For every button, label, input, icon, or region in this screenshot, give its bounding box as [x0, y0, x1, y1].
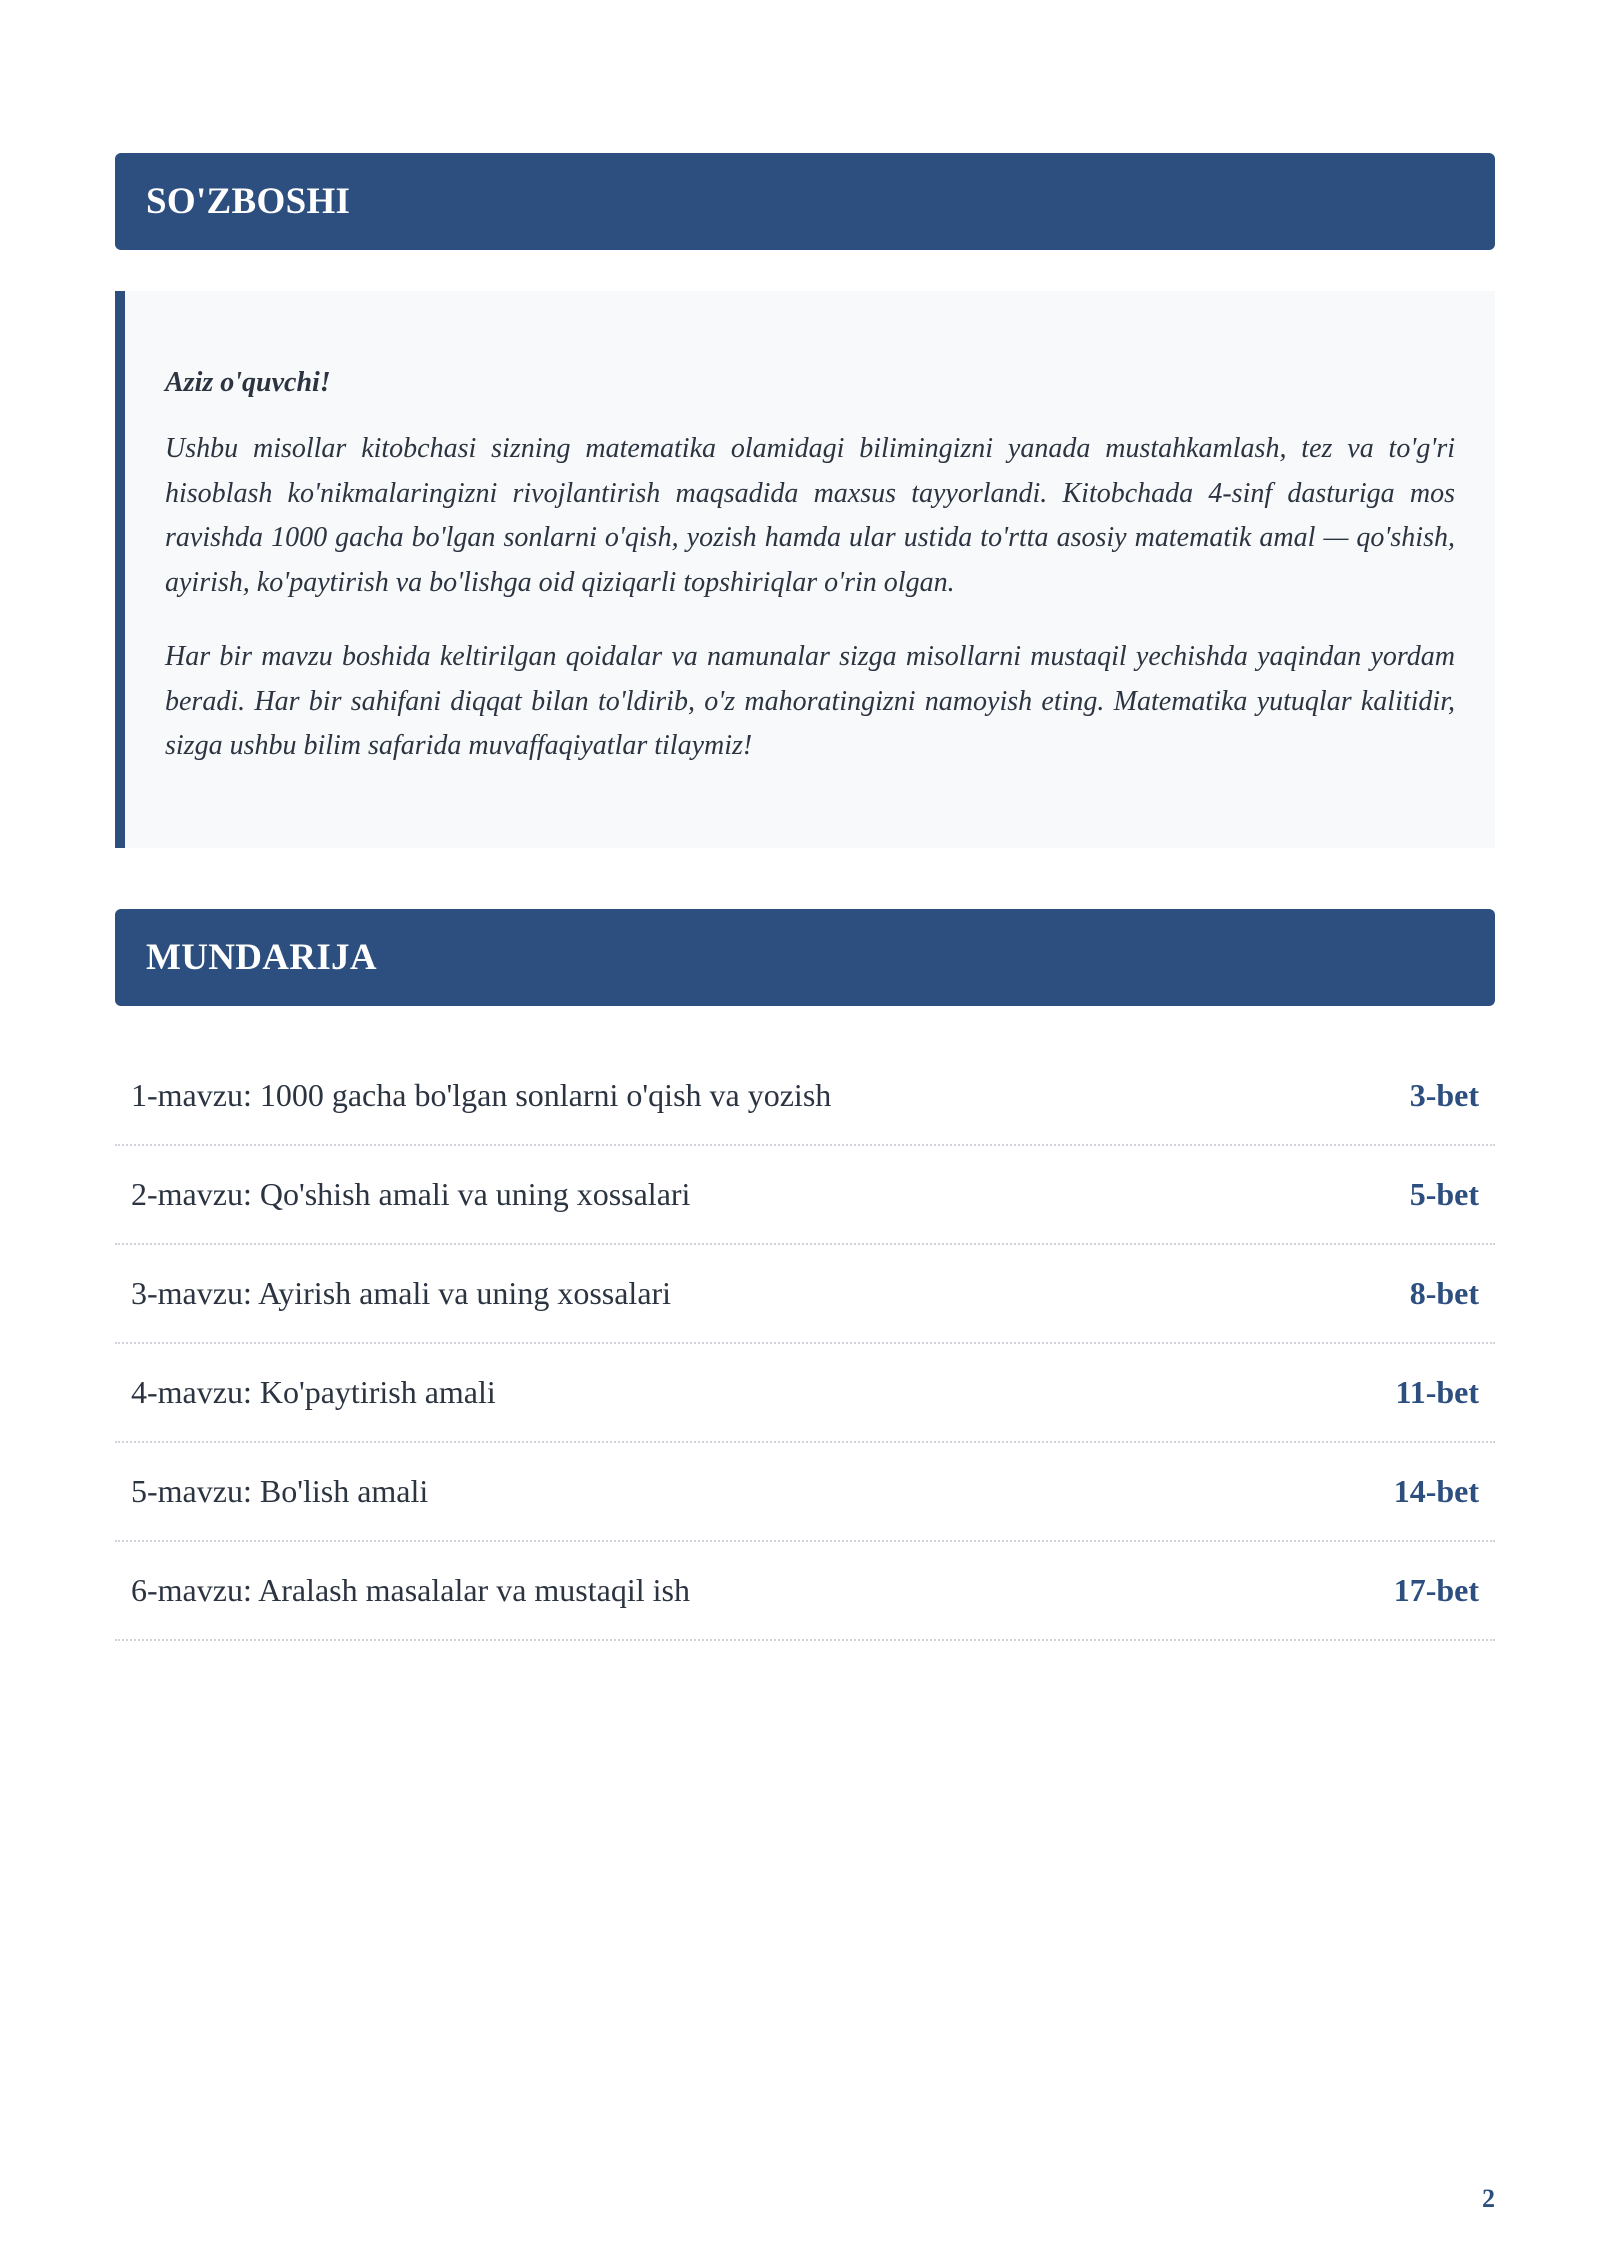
toc-item[interactable] — [115, 1443, 1495, 1542]
toc-item[interactable] — [115, 1344, 1495, 1443]
preface-greeting: Aziz o'quvchi! — [165, 367, 331, 398]
toc-item-title: 4-mavzu: Ko'paytirish amali — [131, 1374, 496, 1410]
toc-item-title: 2-mavzu: Qo'shish amali va uning xossalari — [131, 1176, 691, 1212]
contents-header — [115, 909, 1495, 1006]
page-number: 2 — [1482, 2184, 1495, 2213]
toc-item-page: 8-bet — [1409, 1275, 1479, 1311]
toc-item-title: 6-mavzu: Aralash masalalar va mustaqil ish — [131, 1572, 690, 1608]
preface-heading: SO'ZBOSHI — [146, 181, 351, 222]
toc-item-page: 3-bet — [1409, 1077, 1479, 1113]
toc-item-page: 17-bet — [1393, 1572, 1479, 1608]
toc-item[interactable] — [115, 1245, 1495, 1344]
toc-item-title: 3-mavzu: Ayirish amali va uning xossalari — [131, 1275, 672, 1311]
preface-paragraph: Har bir mavzu boshida keltirilgan qoidalar va namunalar sizga misollarni mustaqil yechishda yaqindan yordam beradi. Har bir sahifani diqqat bilan to'ldirib, o'z mahoratingizni namoyish eting. Matematika yutuqlar kalitidir, sizga ushbu bilim safarida muvaffaqiyatlar tilaymiz! — [165, 641, 1455, 761]
preface-paragraph: Ushbu misollar kitobchasi sizning matematika olamidagi bilimingizni yanada mustahkamlash, tez va to'g'ri hisoblash ko'nikmalaringizni rivojlantirish maqsadida maxsus tayyorlandi. Kitobchada 4-sinf dasturiga mos ravishda 1000 gacha bo'lgan sonlarni o'qish, yozish hamda ular ustida to'rtta asosiy matematik amal — qo'shish, ayirish, ko'paytirish va bo'lishga oid qiziqarli topshiriqlar o'rin olgan. — [165, 433, 1455, 598]
toc-item-title: 5-mavzu: Bo'lish amali — [131, 1473, 429, 1509]
toc-item-page: 14-bet — [1393, 1473, 1479, 1509]
contents-heading: MUNDARIJA — [146, 937, 377, 978]
toc-item[interactable] — [115, 1146, 1495, 1245]
toc-item[interactable] — [115, 1542, 1495, 1641]
table-of-contents — [115, 1047, 1495, 1641]
toc-item-title: 1-mavzu: 1000 gacha bo'lgan sonlarni o'qish va yozish — [131, 1077, 832, 1113]
preface-box — [115, 291, 1495, 848]
toc-item-page: 11-bet — [1395, 1374, 1479, 1410]
toc-item-page: 5-bet — [1409, 1176, 1479, 1212]
toc-item[interactable] — [115, 1047, 1495, 1146]
preface-header — [115, 153, 1495, 250]
